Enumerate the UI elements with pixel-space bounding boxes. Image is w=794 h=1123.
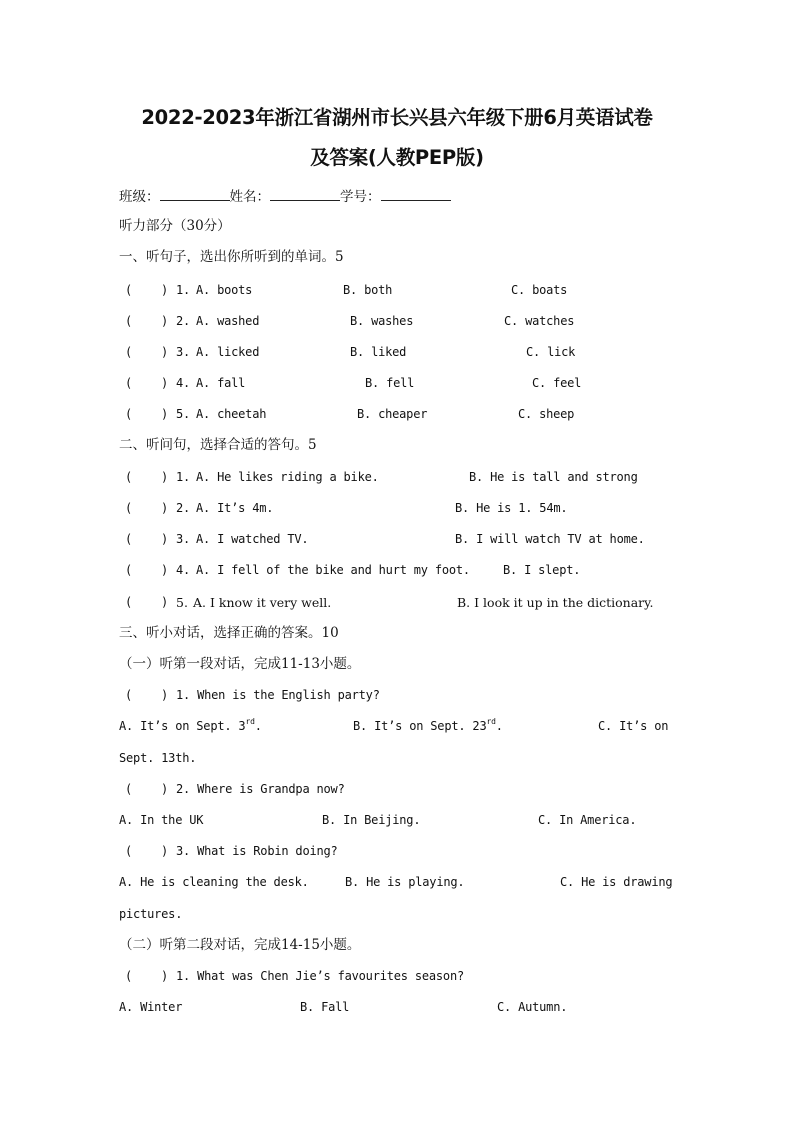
option-a: A. He is cleaning the desk. xyxy=(119,875,309,889)
answer-paren-close: ) xyxy=(161,314,169,328)
answer-paren-close: ) xyxy=(161,844,169,858)
answer-paren-close: ) xyxy=(161,595,169,609)
option-a: A. I know it very well. xyxy=(193,595,332,610)
option-b: B. He is tall and strong xyxy=(469,470,638,484)
option-b: B. It’s on Sept. 23rd. xyxy=(353,717,503,733)
answer-paren-close: ) xyxy=(161,345,169,359)
item-number: 1. xyxy=(176,283,191,297)
student-id-blank[interactable] xyxy=(381,188,451,201)
option-a: A. In the UK xyxy=(119,813,204,827)
question-text: 1. What was Chen Jie’s favourites season? xyxy=(176,969,465,983)
item-number: 1. xyxy=(176,470,191,484)
answer-paren-open: ( xyxy=(125,532,133,546)
option-a: A. fall xyxy=(196,376,246,390)
question-text: 1. When is the English party? xyxy=(176,688,380,702)
option-c-continued: Sept. 13th. xyxy=(119,751,197,765)
option-c: C. feel xyxy=(532,376,582,390)
option-b: B. cheaper xyxy=(357,407,428,421)
option-c: C. sheep xyxy=(518,407,575,421)
answer-paren-close: ) xyxy=(161,563,169,577)
answer-paren-open: ( xyxy=(125,376,133,390)
option-a: A. It’s on Sept. 3rd. xyxy=(119,717,262,733)
class-blank[interactable] xyxy=(160,188,230,201)
answer-paren-open: ( xyxy=(125,844,133,858)
option-a: A. boots xyxy=(196,283,253,297)
option-c: C. boats xyxy=(511,283,568,297)
item-number: 5. xyxy=(176,595,188,610)
option-c: C. lick xyxy=(526,345,576,359)
option-b: B. In Beijing. xyxy=(322,813,421,827)
option-b: B. fell xyxy=(365,376,415,390)
option-c: C. watches xyxy=(504,314,575,328)
exam-title-line1: 2022-2023年浙江省湖州市长兴县六年级下册6月英语试卷 xyxy=(141,106,653,129)
item-number: 3. xyxy=(176,345,191,359)
student-id-label: 学号： xyxy=(340,189,381,205)
name-blank[interactable] xyxy=(270,188,340,201)
item-number: 4. xyxy=(176,563,191,577)
answer-paren-close: ) xyxy=(161,407,169,421)
section-3-heading: 三、听小对话，选择正确的答案。10 xyxy=(119,625,339,641)
answer-paren-open: ( xyxy=(125,563,133,577)
item-number: 5. xyxy=(176,407,191,421)
option-c: C. Autumn. xyxy=(497,1000,568,1014)
answer-paren-open: ( xyxy=(125,470,133,484)
option-a: A. I fell of the bike and hurt my foot. xyxy=(196,563,470,577)
option-a: A. cheetah xyxy=(196,407,267,421)
answer-paren-close: ) xyxy=(161,532,169,546)
answer-paren-open: ( xyxy=(125,501,133,515)
answer-paren-open: ( xyxy=(125,595,133,609)
question-text: 2. Where is Grandpa now? xyxy=(176,782,345,796)
item-number: 3. xyxy=(176,532,191,546)
listening-header: 听力部分（30分） xyxy=(119,218,231,234)
answer-paren-open: ( xyxy=(125,407,133,421)
option-b: B. He is 1. 54m. xyxy=(455,501,568,515)
answer-paren-close: ) xyxy=(161,376,169,390)
option-a: A. I watched TV. xyxy=(196,532,309,546)
option-c: C. He is drawing xyxy=(560,875,673,889)
answer-paren-open: ( xyxy=(125,688,133,702)
option-a: A. It’s 4m. xyxy=(196,501,274,515)
answer-paren-open: ( xyxy=(125,969,133,983)
option-b: B. I look it up in the dictionary. xyxy=(457,595,654,610)
option-a: A. washed xyxy=(196,314,260,328)
exam-title-line2: 及答案(人教PEP版) xyxy=(310,146,484,169)
item-number: 2. xyxy=(176,314,191,328)
option-b: B. He is playing. xyxy=(345,875,465,889)
answer-paren-open: ( xyxy=(125,782,133,796)
answer-paren-close: ) xyxy=(161,688,169,702)
dialogue-1-heading: （一）听第一段对话，完成11-13小题。 xyxy=(119,656,361,672)
answer-paren-close: ) xyxy=(161,969,169,983)
answer-paren-close: ) xyxy=(161,283,169,297)
option-b: B. liked xyxy=(350,345,407,359)
option-a: A. He likes riding a bike. xyxy=(196,470,379,484)
option-b: B. washes xyxy=(350,314,414,328)
option-b: B. both xyxy=(343,283,393,297)
option-c: C. In America. xyxy=(538,813,637,827)
option-c-continued: pictures. xyxy=(119,907,183,921)
answer-paren-open: ( xyxy=(125,314,133,328)
item-number: 2. xyxy=(176,501,191,515)
option-b: B. I will watch TV at home. xyxy=(455,532,645,546)
option-a: A. Winter xyxy=(119,1000,183,1014)
option-b: B. I slept. xyxy=(503,563,581,577)
option-c: C. It’s on xyxy=(598,719,669,733)
item-number: 4. xyxy=(176,376,191,390)
dialogue-2-heading: （二）听第二段对话，完成14-15小题。 xyxy=(119,937,361,953)
answer-paren-close: ) xyxy=(161,782,169,796)
option-a: A. licked xyxy=(196,345,260,359)
section-2-heading: 二、听问句，选择合适的答句。5 xyxy=(119,437,317,453)
answer-paren-open: ( xyxy=(125,345,133,359)
answer-paren-open: ( xyxy=(125,283,133,297)
student-info-line xyxy=(119,188,451,205)
question-text: 3. What is Robin doing? xyxy=(176,844,338,858)
answer-paren-close: ) xyxy=(161,501,169,515)
section-1-heading: 一、听句子，选出你所听到的单词。5 xyxy=(119,249,344,265)
class-label: 班级： xyxy=(119,189,160,205)
name-label: 姓名： xyxy=(229,189,270,205)
option-b: B. Fall xyxy=(300,1000,350,1014)
answer-paren-close: ) xyxy=(161,470,169,484)
